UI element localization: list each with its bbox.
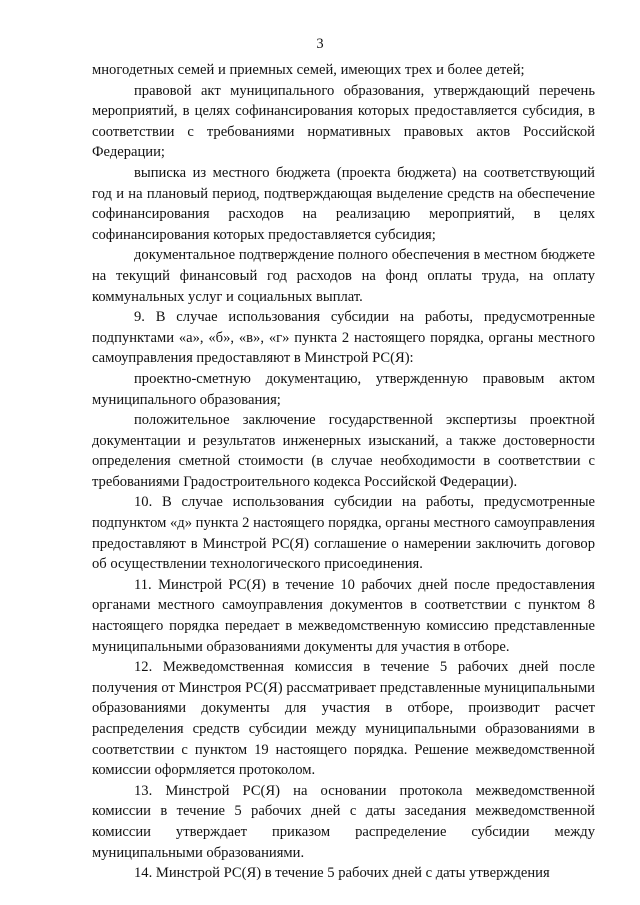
paragraph: 14. Минстрой РС(Я) в течение 5 рабочих дней с даты утверждения	[134, 865, 550, 882]
page-number: 3	[316, 36, 324, 52]
paragraph: 10. В случае использования субсидии на работы, предусмотренные подпунктом «д» пункта 2 настоящего порядка, органы местного самоуправления предоставляют в Минстрой РС(Я) соглашение о намерении заключить договор об осуществлении технологического присоединения.	[92, 494, 595, 573]
document-body	[92, 60, 595, 884]
paragraph: многодетных семей и приемных семей, имеющих трех и более детей;	[92, 62, 525, 78]
paragraph: положительное заключение государственной экспертизы проектной документации и результатов инженерных изысканий, а также достоверности определения сметной стоимости (в случае необходимости в соответствии с требованиями Градостроительного кодекса Российской Федерации).	[92, 412, 595, 490]
paragraph: документальное подтверждение полного обеспечения в местном бюджете на текущий финансовый год расходов на фонд оплаты труда, на оплату коммунальных услуг и социальных выплат.	[92, 247, 595, 305]
paragraph: 12. Межведомственная комиссия в течение 5 рабочих дней после получения от Минстроя РС(Я) рассматривает представленные муниципальными образованиями документы для участия в отборе, производит расчет распределения средств субсидии между муниципальными образованиями в соответствии с пунктом 19 настоящего порядка. Решение межведомственной комиссии оформляется протоколом.	[92, 659, 595, 779]
paragraph: правовой акт муниципального образования, утверждающий перечень мероприятий, в целях софинансирования которых предоставляется субсидия, в соответствии с требованиями нормативных правовых актов Российской Федерации;	[92, 82, 595, 161]
paragraph: 9. В случае использования субсидии на работы, предусмотренные подпунктами «а», «б», «в», «г» пункта 2 настоящего порядка, органы местного самоуправления предоставляют в Минстрой РС(Я):	[92, 309, 595, 367]
paragraph: 11. Минстрой РС(Я) в течение 10 рабочих дней после предоставления органами местного самоуправления документов в соответствии с пунктом 8 настоящего порядка передает в межведомственную комиссию представленные муниципальными образованиями документы для участия в отборе.	[92, 576, 595, 655]
paragraph: выписка из местного бюджета (проекта бюджета) на соответствующий год и на плановый период, подтверждающая выделение средств на обеспечение софинансирования расходов на реализацию мероприятий, в целях софинансирования которых предоставляется субсидия;	[92, 164, 595, 243]
paragraph: 13. Минстрой РС(Я) на основании протокола межведомственной комиссии в течение 5 рабочих дней с даты заседания межведомственной комиссии утверждает приказом распределение субсидии между муниципальными образованиями.	[92, 782, 595, 861]
paragraph: проектно-сметную документацию, утвержденную правовым актом муниципального образования;	[92, 370, 595, 408]
